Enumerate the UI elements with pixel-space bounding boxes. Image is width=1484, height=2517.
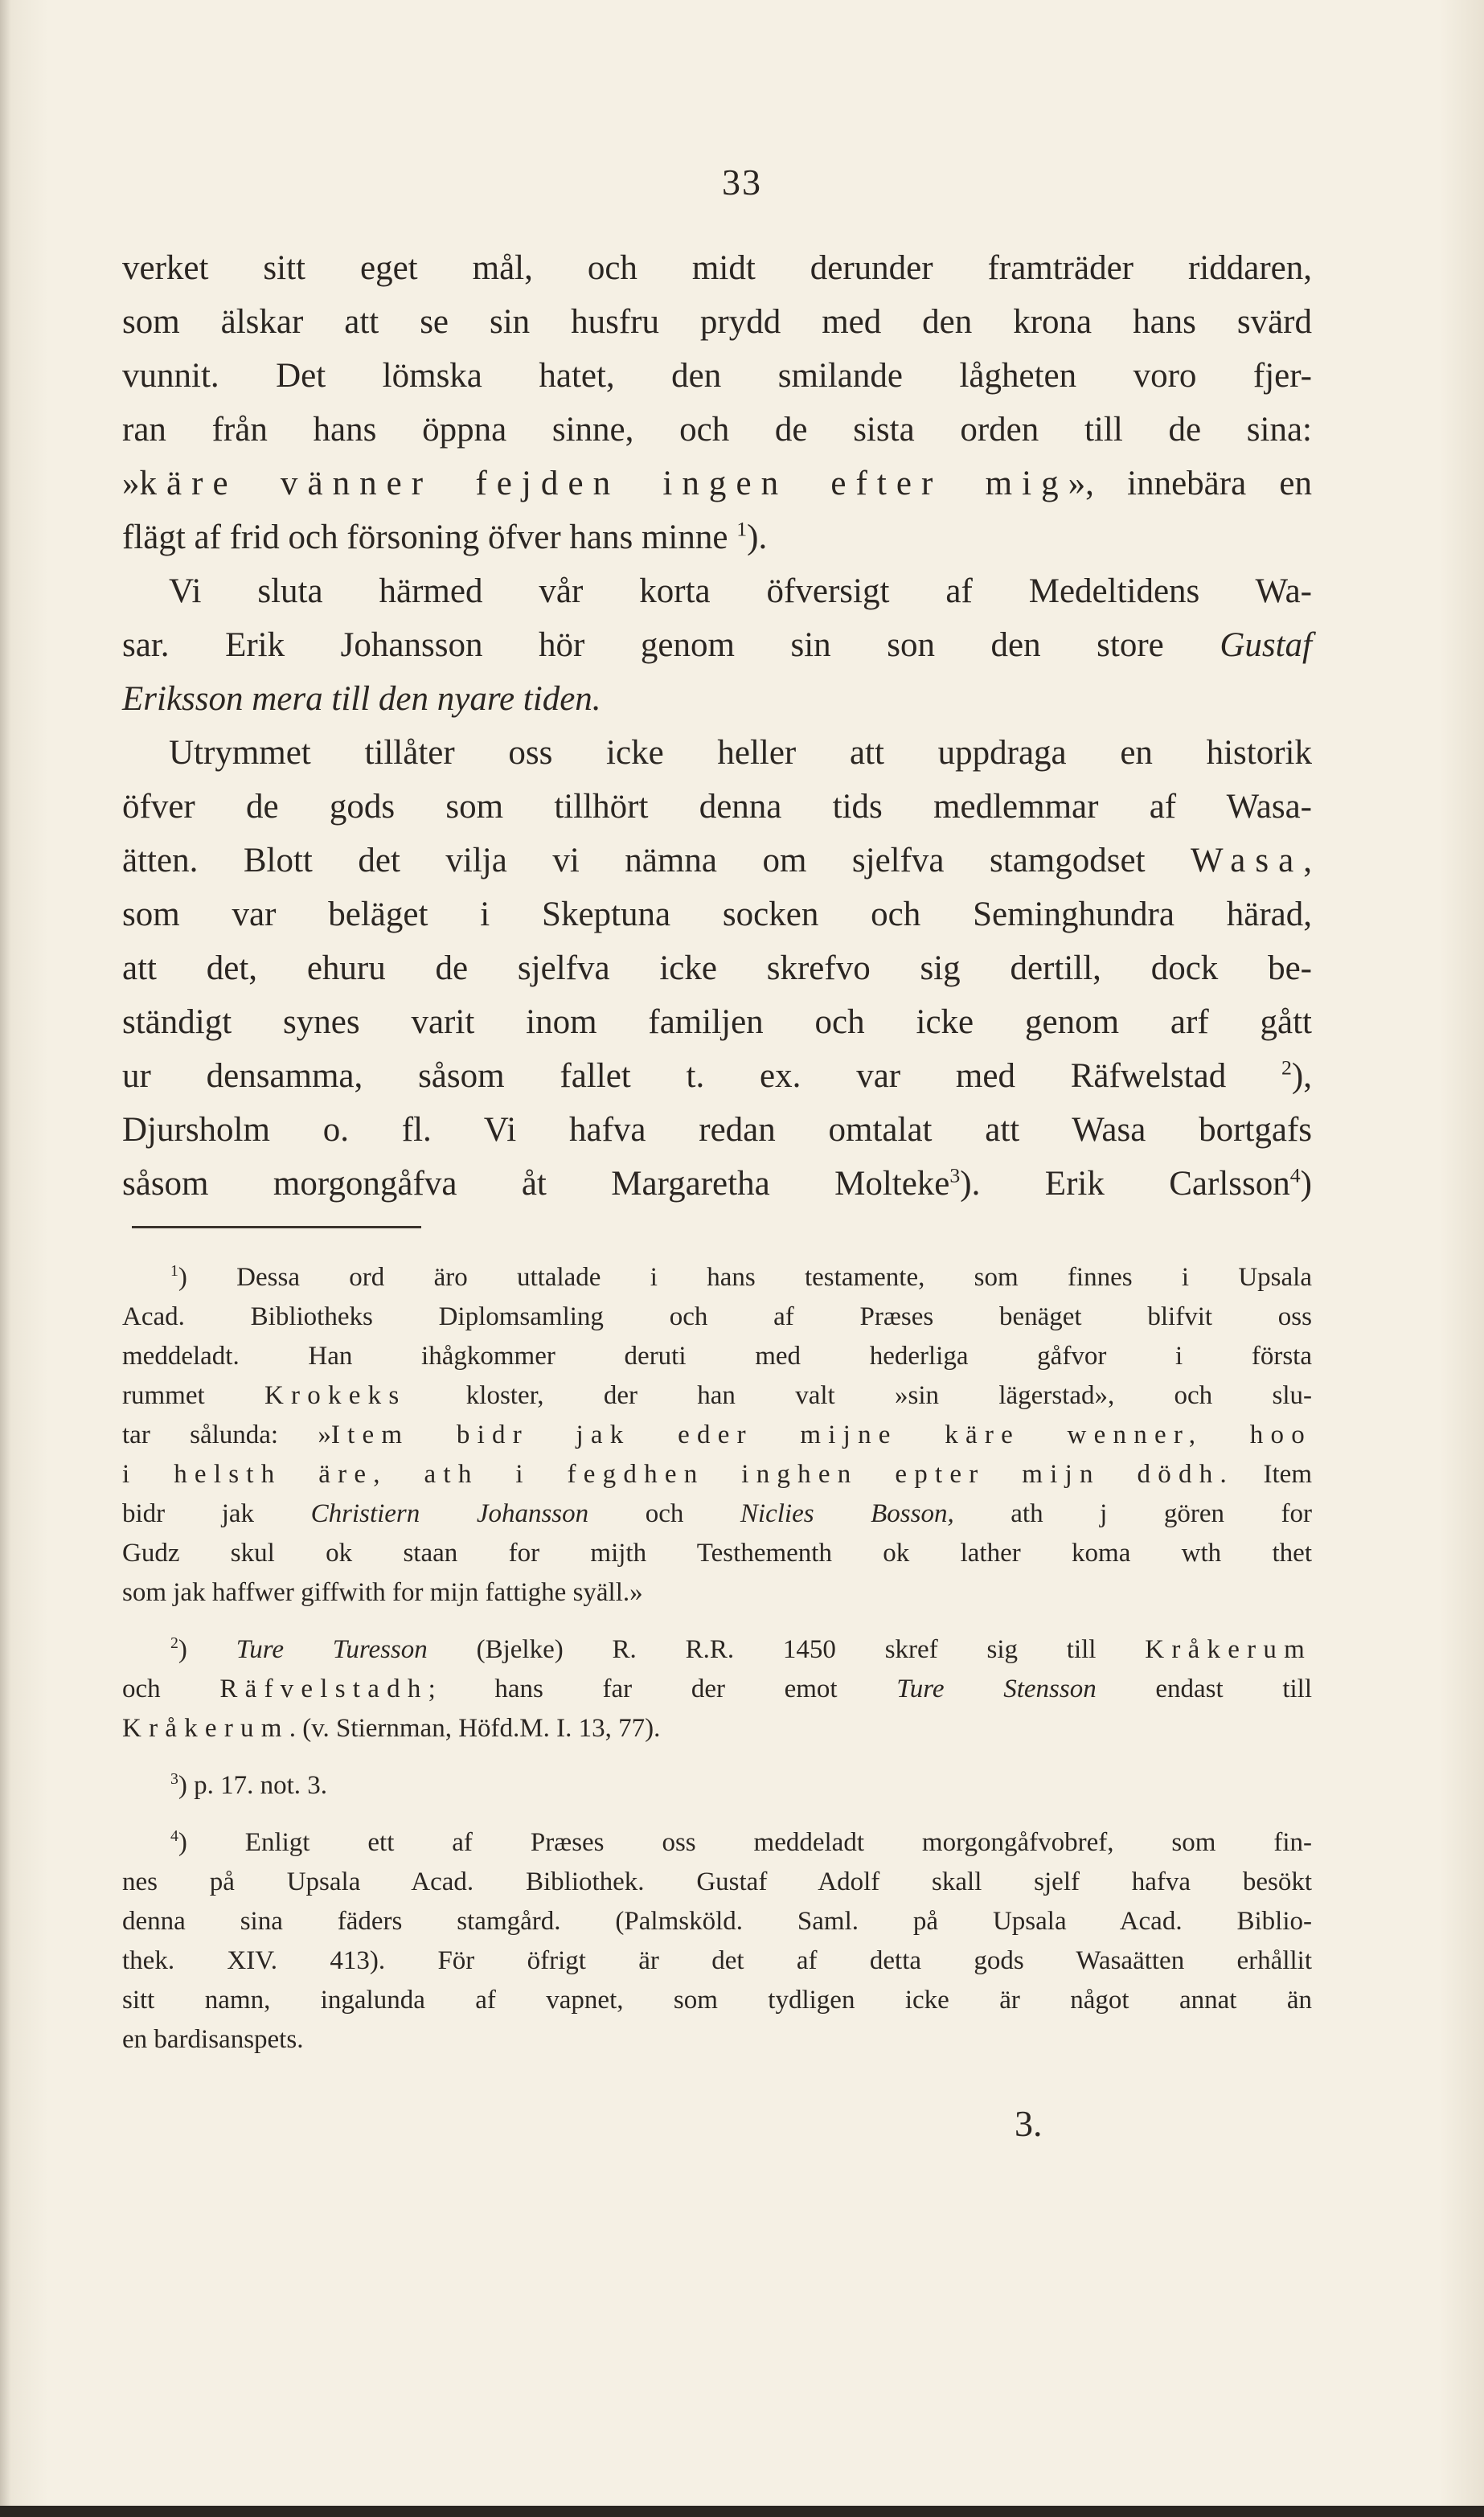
footnote-text: och <box>588 1499 740 1528</box>
spaced-text: Räfvelstadh <box>219 1675 428 1703</box>
quote-open: » <box>122 465 140 502</box>
footnote-text: ; hans far der emot <box>428 1675 897 1703</box>
page-edge <box>0 2506 1484 2517</box>
spaced-text: Kråkerum <box>122 1714 289 1743</box>
body-line: Djursholm o. fl. Vi hafva redan omtalat att Wasa bortgafs <box>122 1111 1312 1149</box>
body-line: ätten. Blott det vilja vi nämna om sjelfva stamgodset Wasa, <box>122 842 1312 879</box>
body-line-text: såsom morgongåfva åt Margaretha Molteke <box>122 1165 950 1203</box>
page-number: 33 <box>722 162 762 203</box>
footnote-ref: 2 <box>1281 1056 1292 1080</box>
footnote-text: bidr jak <box>122 1499 311 1528</box>
footnote-line <box>122 1416 1312 1455</box>
footnote-text: och <box>122 1675 220 1703</box>
body-line-text: sar. Erik Johansson hör genom sin son den store <box>122 626 1164 664</box>
body-line <box>122 457 1312 510</box>
footnote-line <box>122 1455 1312 1494</box>
body-line-text: ätten. Blott det vilja vi nämna om sjelfva stamgodset <box>122 842 1146 879</box>
body-line: öfver de gods som tillhört denna tids medlemmar af Wasa- <box>122 788 1312 826</box>
footnote-text: ) Enligt ett af Præses oss meddeladt morgongåfvobref, som fin- <box>178 1828 1312 1857</box>
footnote-mark: 2 <box>170 1634 178 1652</box>
italic-name: Ture Stensson <box>896 1675 1097 1703</box>
body-line <box>122 672 1312 726</box>
footnote-mark: 4 <box>170 1827 178 1845</box>
italic-name: Niclies Bosson, <box>740 1499 954 1528</box>
body-line <box>122 1049 1312 1103</box>
footnote-line: Gudz skul ok staan for mijth Testhementh ok lather koma wth thet <box>122 1539 1312 1568</box>
spaced-text: Item bidr jak eder mijne käre wenner, hoo <box>330 1420 1312 1449</box>
footnote-text: ) Dessa ord äro uttalade i hans testamente, som finnes i Upsala <box>178 1263 1312 1292</box>
italic-name: Eriksson mera till den nyare tiden. <box>122 680 601 718</box>
spaced-text: Kråkerum <box>1145 1635 1312 1664</box>
footnote-text: kloster, der han valt »sin lägerstad», och slu- <box>406 1381 1312 1410</box>
footnote-ref: 1 <box>736 517 748 541</box>
body-line-text: Erik Carlsson <box>1044 1165 1290 1203</box>
footnote-text: Item <box>1233 1460 1312 1489</box>
quote-close: », innebära en <box>1068 465 1312 502</box>
footnote-4 <box>122 1823 1312 2060</box>
footnote-text: ) p. 17. not. 3. <box>178 1771 328 1800</box>
body-line: som var beläget i Skeptuna socken och Seminghundra härad, <box>122 896 1312 933</box>
footnote-text: . (v. Stiernman, Höfd.M. I. 13, 77). <box>289 1714 661 1743</box>
body-line: att det, ehuru de sjelfva icke skrefvo sig dertill, dock be- <box>122 949 1312 987</box>
footnote-ref: 3 <box>949 1163 961 1187</box>
footnote-text: tar sålunda: » <box>122 1420 331 1449</box>
footnote-line <box>122 1630 1312 1670</box>
footnote-text: ath j gören for <box>953 1499 1312 1528</box>
footnote-line <box>122 1766 1312 1806</box>
spaced-quote: käre vänner fejden ingen efter mig <box>139 465 1068 502</box>
spaced-text: Krokeks <box>264 1381 407 1410</box>
footnote-line <box>122 1494 1312 1534</box>
footnotes <box>122 1258 1312 2077</box>
body-line-text: flägt af frid och försoning öfver hans minne <box>122 519 728 556</box>
body-line: som älskar att se sin husfru prydd med den krona hans svärd <box>122 303 1312 341</box>
body-line-end: ), <box>1291 1057 1312 1095</box>
spaced-text: i helsth äre, ath i fegdhen inghen epter mijn dödh. <box>122 1460 1234 1489</box>
body-line <box>122 1157 1312 1211</box>
footnote-line: som jak haffwer giffwith for mijn fattighe syäll.» <box>122 1578 643 1607</box>
spaced-name: Wasa <box>1191 842 1304 879</box>
footnote-mark: 1 <box>170 1262 178 1280</box>
footnote-1 <box>122 1258 1312 1613</box>
footnote-2 <box>122 1630 1312 1748</box>
italic-name: Gustaf <box>1220 626 1312 664</box>
body-text <box>122 241 1312 1211</box>
italic-name: Ture Turesson <box>236 1635 428 1664</box>
body-line: Vi sluta härmed vår korta öfversigt af Medeltidens Wa- <box>169 572 1312 610</box>
footnote-text: (Bjelke) R. R.R. 1450 skref sig till <box>427 1635 1146 1664</box>
footnote-line <box>122 1709 1312 1748</box>
body-line: vunnit. Det lömska hatet, den smilande lågheten voro fjer- <box>122 357 1312 395</box>
footnote-text: ) <box>178 1635 236 1664</box>
body-line-end: ). <box>747 519 768 556</box>
body-line <box>122 618 1312 672</box>
footnote-line: meddeladt. Han ihågkommer deruti med hederliga gåfvor i första <box>122 1342 1312 1371</box>
footnote-ref: 4 <box>1289 1163 1301 1187</box>
body-line: Utrymmet tillåter oss icke heller att uppdraga en historik <box>169 734 1312 772</box>
body-line-end: ). <box>960 1165 981 1203</box>
body-line: ran från hans öppna sinne, och de sista orden till de sina: <box>122 411 1312 449</box>
body-line: verket sitt eget mål, och midt derunder framträder riddaren, <box>122 249 1312 287</box>
body-line <box>122 510 1312 564</box>
italic-name: Christiern Johansson <box>310 1499 589 1528</box>
footnote-3 <box>122 1766 1312 1806</box>
body-line-text: ur densamma, såsom fallet t. ex. var med Räfwelstad <box>122 1057 1227 1095</box>
body-line: ständigt synes varit inom familjen och icke genom arf gått <box>122 1003 1312 1041</box>
body-line-end: ) <box>1300 1165 1312 1203</box>
footnote-line: nes på Upsala Acad. Bibliothek. Gustaf Adolf skall sjelf hafva besökt <box>122 1867 1312 1896</box>
footnote-line: Acad. Bibliotheks Diplomsamling och af Præses benäget blifvit oss <box>122 1302 1312 1331</box>
footnote-line <box>122 1258 1312 1297</box>
footnote-line <box>122 1823 1312 1863</box>
signature-mark: 3. <box>1015 2103 1043 2144</box>
footnote-mark: 3 <box>170 1770 178 1788</box>
footnote-line <box>122 1670 1312 1709</box>
footnote-text: rummet <box>122 1381 264 1410</box>
footnote-line <box>122 1376 1312 1416</box>
footnote-line: thek. XIV. 413). För öfrigt är det af detta gods Wasaätten erhållit <box>122 1946 1312 1975</box>
footnote-line: sitt namn, ingalunda af vapnet, som tydligen icke är något annat än <box>122 1986 1312 2015</box>
footnote-line: en bardisanspets. <box>122 2025 304 2054</box>
footnote-divider <box>132 1226 421 1228</box>
footnote-text: endast till <box>1096 1675 1313 1703</box>
footnote-line: denna sina fäders stamgård. (Palmsköld. Saml. på Upsala Acad. Biblio- <box>122 1907 1312 1936</box>
